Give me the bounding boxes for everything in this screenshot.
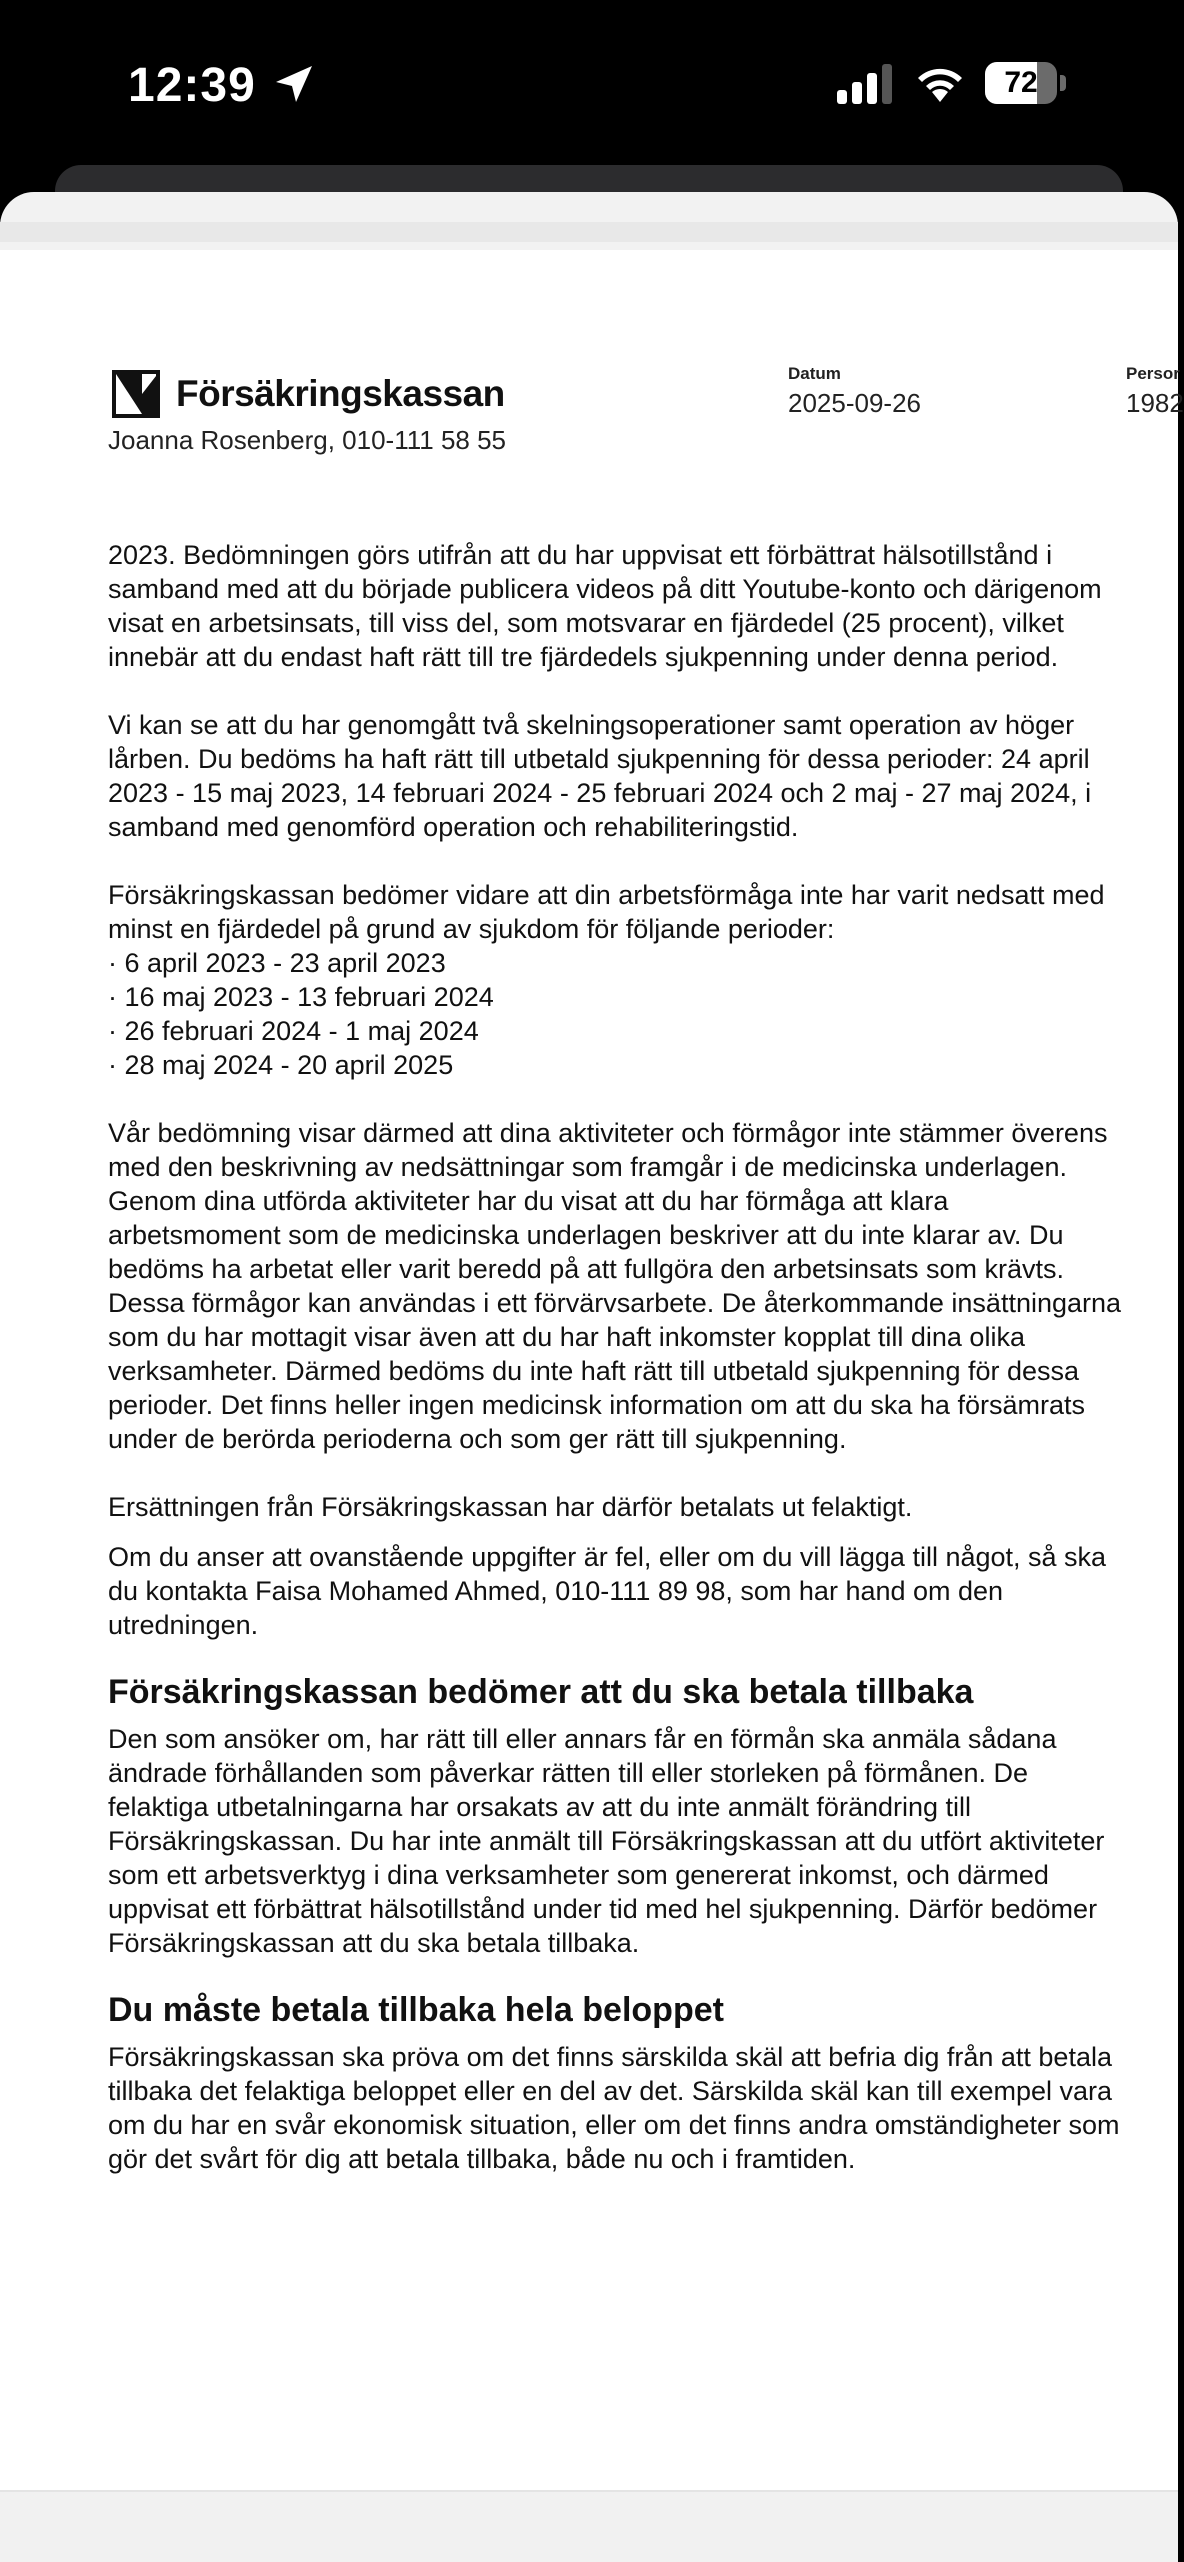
battery-indicator (985, 62, 1067, 104)
document-page[interactable] (0, 250, 1184, 2490)
cellular-signal-icon (835, 62, 895, 106)
period-item: · 6 april 2023 - 23 april 2023 (108, 948, 446, 978)
document-sheet[interactable] (0, 192, 1184, 2560)
forsakringskassan-logo-icon (112, 370, 160, 418)
paragraph-8: Försäkringskassan ska pröva om det finns särskilda skäl att befria dig från att betala tillbaka det felaktiga beloppet eller en del av det. Särskilda skäl kan till exempel vara om du har en svår ekonomisk situation, eller om det finns andra omständigheter som gör det svårt för dig att betala tillbaka, både nu och i framtiden. (108, 2042, 1120, 2174)
person-label: Persor (1126, 364, 1180, 383)
org-logo (112, 370, 505, 418)
paragraph-1: 2023. Bedömningen görs utifrån att du har uppvisat ett förbättrat hälsotillstånd i samband med att du började publicera videos på ditt Youtube-konto och därigenom visat en arbetsinsats, till viss del, som motsvarar en fjärdedel (25 procent), vilket innebär att du endast haft rätt till tre fjärdedels sjukpenning under denna period. (108, 540, 1102, 672)
sheet-top-band (0, 222, 1178, 242)
sheet-bottom-band (0, 2490, 1178, 2562)
section-heading-repay: Försäkringskassan bedömer att du ska betala tillbaka (108, 1673, 974, 1711)
org-name: Försäkringskassan (176, 373, 505, 414)
period-item: · 28 maj 2024 - 20 april 2025 (108, 1050, 454, 1080)
paragraph-5: Ersättningen från Försäkringskassan har därför betalats ut felaktigt. (108, 1492, 913, 1522)
paragraph-2: Vi kan se att du har genomgått två skelningsoperationer samt operation av höger lårben. Du bedöms ha haft rätt till utbetald sjukpenning för dessa perioder: 24 april 2023 - 15 maj 2023, 14 februari 2024 - 25 februari 2024 och 2 maj - 27 maj 2024, i samband med genomförd operation och rehabiliteringstid. (108, 710, 1092, 842)
contact-line: Joanna Rosenberg, 010-111 58 55 (108, 425, 507, 455)
clock: 12:39 (128, 59, 256, 112)
period-item: · 26 februari 2024 - 1 maj 2024 (108, 1016, 479, 1046)
person-value: 1982 (1126, 388, 1184, 418)
paragraph-6: Om du anser att ovanstående uppgifter är fel, eller om du vill lägga till något, så ska du kontakta Faisa Mohamed Ahmed, 010-111 89 98, som har hand om den utredningen. (108, 1542, 1107, 1640)
date-label: Datum (788, 364, 841, 383)
periods-intro: Försäkringskassan bedömer vidare att din arbetsförmåga inte har varit nedsatt med minst en fjärdedel på grund av sjukdom för följande perioder: (108, 880, 1105, 944)
battery-percentage: 72 (1004, 66, 1038, 99)
status-bar (0, 0, 1178, 175)
paragraph-3 (108, 878, 1128, 1082)
location-arrow-icon (272, 62, 316, 106)
section-heading-full-amount: Du måste betala tillbaka hela beloppet (108, 1991, 724, 2029)
period-item: · 16 maj 2023 - 13 februari 2024 (108, 982, 494, 1012)
paragraph-7: Den som ansöker om, har rätt till eller annars får en förmån ska anmäla sådana ändrade förhållanden som påverkar rätten till eller storleken på förmånen. De felaktiga utbetalningarna har orsakats av att du inte anmält förändring till Försäkringskassan. Du har inte anmält till Försäkringskassan att du utfört aktiviteter som ett arbetsverktyg i dina verksamheter som genererat inkomst, och därmed uppvisat ett förbättrat hälsotillstånd under tid med hel sjukpenning. Därför bedömer Försäkringskassan att du ska betala tillbaka. (108, 1724, 1105, 1958)
letter-body (108, 538, 1128, 2176)
paragraph-4: Vår bedömning visar därmed att dina aktiviteter och förmågor inte stämmer överens med den beskrivning av nedsättningar som framgår i de medicinska underlagen. Genom dina utförda aktiviteter har du visat att du har förmåga att klara arbetsmoment som de medicinska underlagen beskriver att du inte klarar av. Du bedöms ha arbetat eller varit beredd på att fullgöra den arbetsinsats som krävts. Dessa förmågor kan användas i ett förvärvsarbete. De återkommande insättningarna som du har mottagit visar även att du har haft inkomster kopplat till dina olika verksamheter. Därmed bedöms du inte haft rätt till utbetald sjukpenning för dessa perioder. Det finns heller ingen medicinsk information om att du ska ha försämrats under de berörda perioderna och som ger rätt till sjukpenning. (108, 1118, 1122, 1454)
wifi-icon (912, 58, 968, 104)
date-value: 2025-09-26 (788, 388, 921, 418)
